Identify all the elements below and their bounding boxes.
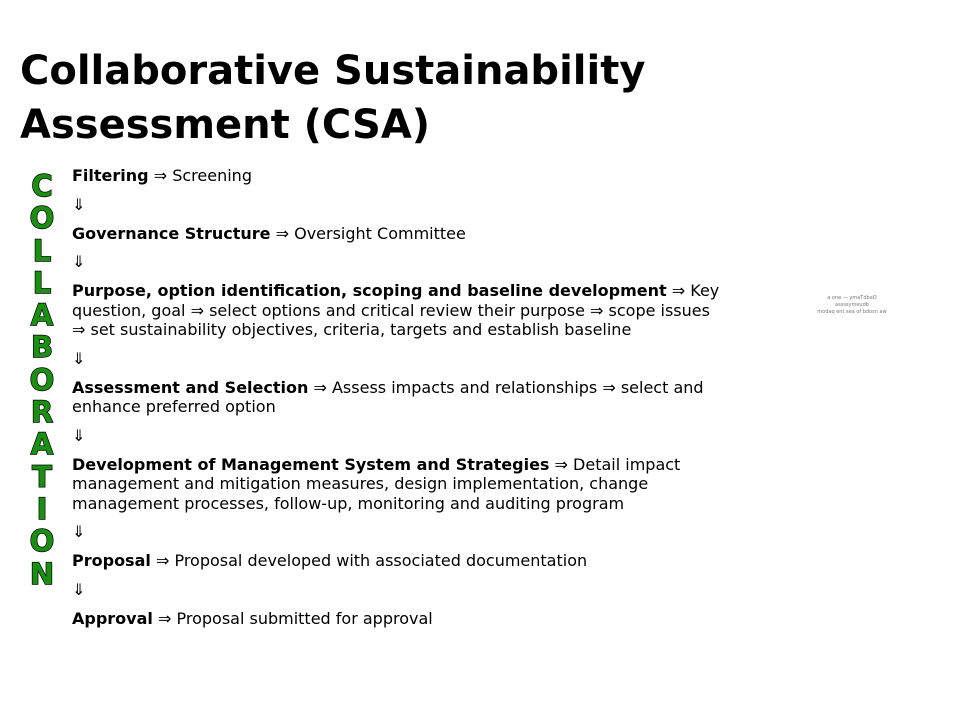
- collaboration-vertical-word: [20, 170, 64, 590]
- step-description: Proposal developed with associated documentation: [174, 551, 588, 570]
- right-arrow-icon: ⇒: [275, 223, 289, 243]
- step-approval: [72, 609, 722, 629]
- vertical-letter: R: [30, 395, 54, 430]
- step-heading: Proposal: [72, 551, 151, 570]
- page-title: Collaborative Sustainability Assessment (CSA): [20, 48, 646, 148]
- step-purpose: [72, 281, 722, 340]
- step-heading: Assessment and Selection: [72, 377, 309, 397]
- vertical-letter: O: [29, 524, 55, 559]
- step-filtering: [72, 166, 722, 186]
- right-arrow-icon: ⇒: [153, 166, 168, 185]
- down-arrow-icon: ⇓: [72, 252, 86, 271]
- right-arrow-icon: ⇒: [671, 281, 686, 300]
- vertical-letter: C: [31, 169, 53, 203]
- vertical-letter: O: [29, 201, 55, 236]
- down-arrow-icon: ⇓: [72, 348, 86, 368]
- step-proposal: [72, 551, 722, 571]
- mirrored-text-thumbnail: [806, 295, 898, 316]
- step-description: Detail impact management and mitigation measures, design implementation, change management processes, follow-up, monitoring and auditing program: [72, 454, 681, 513]
- vertical-letter: B: [30, 330, 54, 365]
- vertical-letter: I: [36, 491, 48, 526]
- step-heading: Governance Structure: [72, 223, 271, 243]
- right-arrow-icon: ⇒: [554, 454, 568, 474]
- vertical-letter: L: [32, 265, 52, 300]
- vertical-letter: T: [32, 459, 52, 494]
- step-governance: [72, 224, 722, 244]
- thumbnail-line: assssymeudb: [835, 302, 869, 308]
- down-arrow-icon: ⇓: [72, 425, 86, 445]
- step-management-system: [72, 455, 722, 514]
- down-arrow-icon: ⇓: [72, 194, 86, 214]
- step-heading: Approval: [72, 608, 153, 628]
- vertical-letter: L: [32, 233, 52, 268]
- vertical-letter: A: [30, 427, 54, 462]
- thumbnail-line: a one — ymaTdbaO: [827, 295, 877, 301]
- down-arrow-icon: ⇓: [72, 579, 86, 599]
- process-steps: [72, 166, 722, 628]
- step-description: Proposal submitted for approval: [176, 608, 433, 628]
- step-assessment: [72, 378, 722, 417]
- step-heading: Development of Management System and Strategies: [72, 454, 550, 474]
- step-description: Assess impacts and relationships ⇒ select and enhance preferred option: [72, 377, 704, 416]
- down-arrow-icon: ⇓: [72, 522, 86, 541]
- step-heading: Filtering: [72, 166, 149, 185]
- vertical-letter: N: [29, 556, 55, 591]
- vertical-letter: A: [30, 298, 54, 333]
- step-description: Screening: [172, 166, 252, 185]
- thumbnail-line: modaq ent sea of bdosn aw: [817, 309, 887, 315]
- step-heading: Purpose, option identification, scoping and baseline development: [72, 281, 667, 300]
- step-description: Oversight Committee: [294, 223, 466, 243]
- vertical-letter: O: [29, 362, 55, 397]
- step-description: Key question, goal ⇒ select options and critical review their purpose ⇒ scope issues ⇒ set sustainability objectives, criteria, targets and establish baseline: [72, 281, 720, 339]
- right-arrow-icon: ⇒: [157, 608, 172, 628]
- right-arrow-icon: ⇒: [155, 551, 170, 570]
- right-arrow-icon: ⇒: [313, 377, 327, 397]
